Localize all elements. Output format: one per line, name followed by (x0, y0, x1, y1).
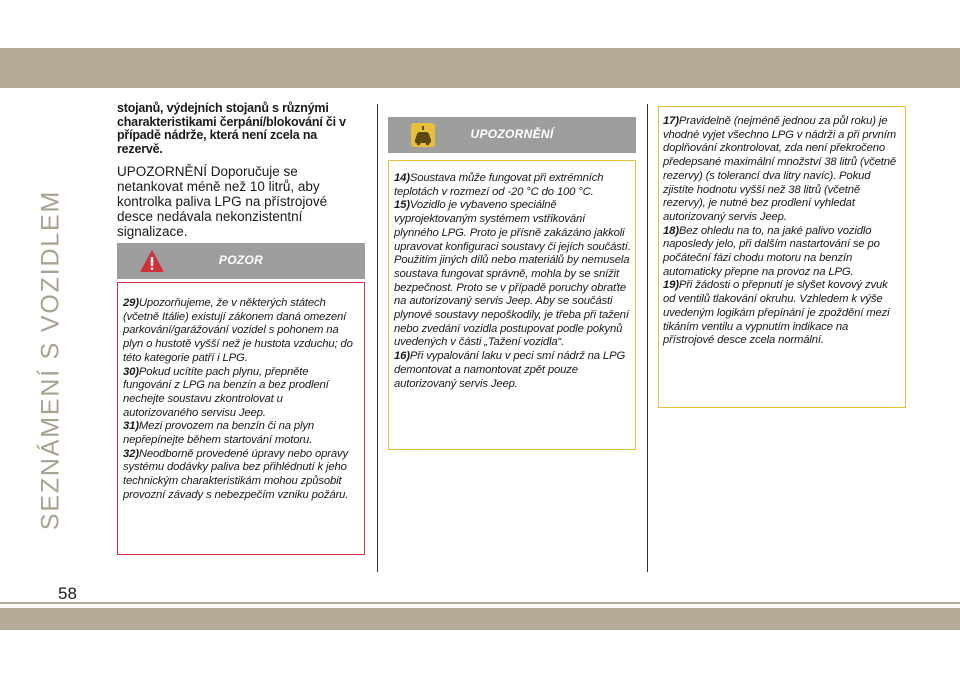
note-item (123, 420, 358, 447)
note-item (663, 225, 902, 280)
pozor-box (117, 282, 365, 555)
note-item (394, 172, 631, 199)
note-item (663, 279, 902, 348)
note-number: 15) (394, 199, 410, 212)
upozorneni-header (388, 117, 636, 153)
pozor-header (117, 243, 365, 279)
note-text: Mezi provozem na benzín či na plyn nepřepínejte během startování motoru. (123, 420, 315, 447)
upozorneni-continued-box (658, 106, 906, 408)
intro-text: stojanů, výdejních stojanů s různými charakteristikami čerpání/blokování či v případě nádrže, která není zcela na rezervě. (117, 101, 346, 156)
upozorneni-box (388, 160, 636, 450)
note-number: 31) (123, 420, 139, 433)
note-item (123, 448, 358, 503)
lpg-note-text: UPOZORNĚNÍ Doporučuje se netankovat méně než 10 litrů, aby kontrolka paliva LPG na přístrojové desce nedávala nekonzistentní signalizace. (117, 164, 328, 239)
note-text: Pravidelně (nejméně jednou za půl roku) je vhodné vyjet všechno LPG v nádrži a při prvním doplňování zkontrolovat, zda není překročeno předepsané maximální množství 38 litrů (včetně rezervy) (s tolerancí dva litry navíc). Pokud zjistíte hodnotu vyšší než 38 litrů (včetně rezervy), je nutné bez prodlení vyhledat autorizovaný servis Jeep. (663, 115, 896, 223)
note-item (123, 366, 358, 421)
upozorneni-title: UPOZORNĚNÍ (470, 127, 554, 141)
note-text: Bez ohledu na to, na jaké palivo vozidlo naposledy jelo, při dalším nastartování se po počáteční fázi chodu motoru na benzín automaticky přepne na provoz na LPG. (663, 224, 880, 278)
note-item (394, 199, 631, 350)
note-item (123, 297, 358, 366)
note-text: Při vypalování laku v peci smí nádrž na LPG demontovat a namontovat zpět pouze autorizovaný servis Jeep. (394, 350, 626, 390)
note-text: Neodborně provedené úpravy nebo opravy systému dodávky paliva bez přihlédnutí k jeho technickým charakteristikám mohou způsobit provozní závady s nebezpečím vzniku požáru. (123, 447, 349, 501)
bottom-band (0, 608, 960, 630)
section-title: SEZNÁMENÍ S VOZIDLEM (36, 189, 65, 531)
note-text: Pokud ucítíte pach plynu, přepněte fungování z LPG na benzín a bez prodlení nechejte soustavu zkontrolovat u autorizovaného servisu Jeep. (123, 365, 329, 419)
note-number: 32) (123, 447, 139, 460)
column-1 (117, 102, 365, 239)
top-band (0, 48, 960, 88)
note-number: 30) (123, 365, 139, 378)
note-text: Soustava může fungovat při extrémních teplotách v rozmezí od -20 °C do 100 °C. (394, 172, 604, 198)
note-number: 16) (394, 350, 410, 363)
note-number: 17) (663, 115, 679, 127)
bottom-band-line (0, 602, 960, 604)
column-separator (647, 104, 648, 572)
note-text: Při žádosti o přepnutí je slyšet kovový zvuk od ventilů tlakování okruhu. Vzhledem k výše uvedeným logikám přepínání je zpoždění mezi tikáním ventilu a vypnutím indikace na přístrojové desce zcela normální. (663, 279, 890, 347)
note-text: Upozorňujeme, že v některých státech (včetně Itálie) existují zákonem daná omezení parkování/garážování vozidel s pohonem na plyn o hustotě vyšší než je hustota vzduchu; do této kategorie patří i LPG. (123, 297, 353, 364)
column-separator (377, 104, 378, 572)
page-number: 58 (58, 584, 77, 603)
pozor-title: POZOR (218, 253, 264, 267)
note-number: 19) (663, 279, 679, 292)
note-item (663, 115, 902, 225)
note-number: 14) (394, 172, 410, 184)
note-text: Vozidlo je vybaveno speciálně vyprojektovaným systémem vstřikování plynného LPG. Proto je přísně zakázáno jakkoli upravovat konfiguraci soustavy či jejích součástí. Použitím jiných dílů nebo materiálů by nemusela soustava fungovat správně, mohla by se snížit bezpečnost. Proto se v případě poruchy obraťte na autorizovaný servis Jeep. Aby se součásti plynové soustavy nepoškodily, je třeba při tažení nebo zvedání vozidla postupovat podle pokynů uvedených v části „Tažení vozidla“. (394, 199, 631, 349)
note-item (394, 350, 631, 391)
note-number: 18) (663, 224, 679, 237)
note-number: 29) (123, 297, 139, 309)
